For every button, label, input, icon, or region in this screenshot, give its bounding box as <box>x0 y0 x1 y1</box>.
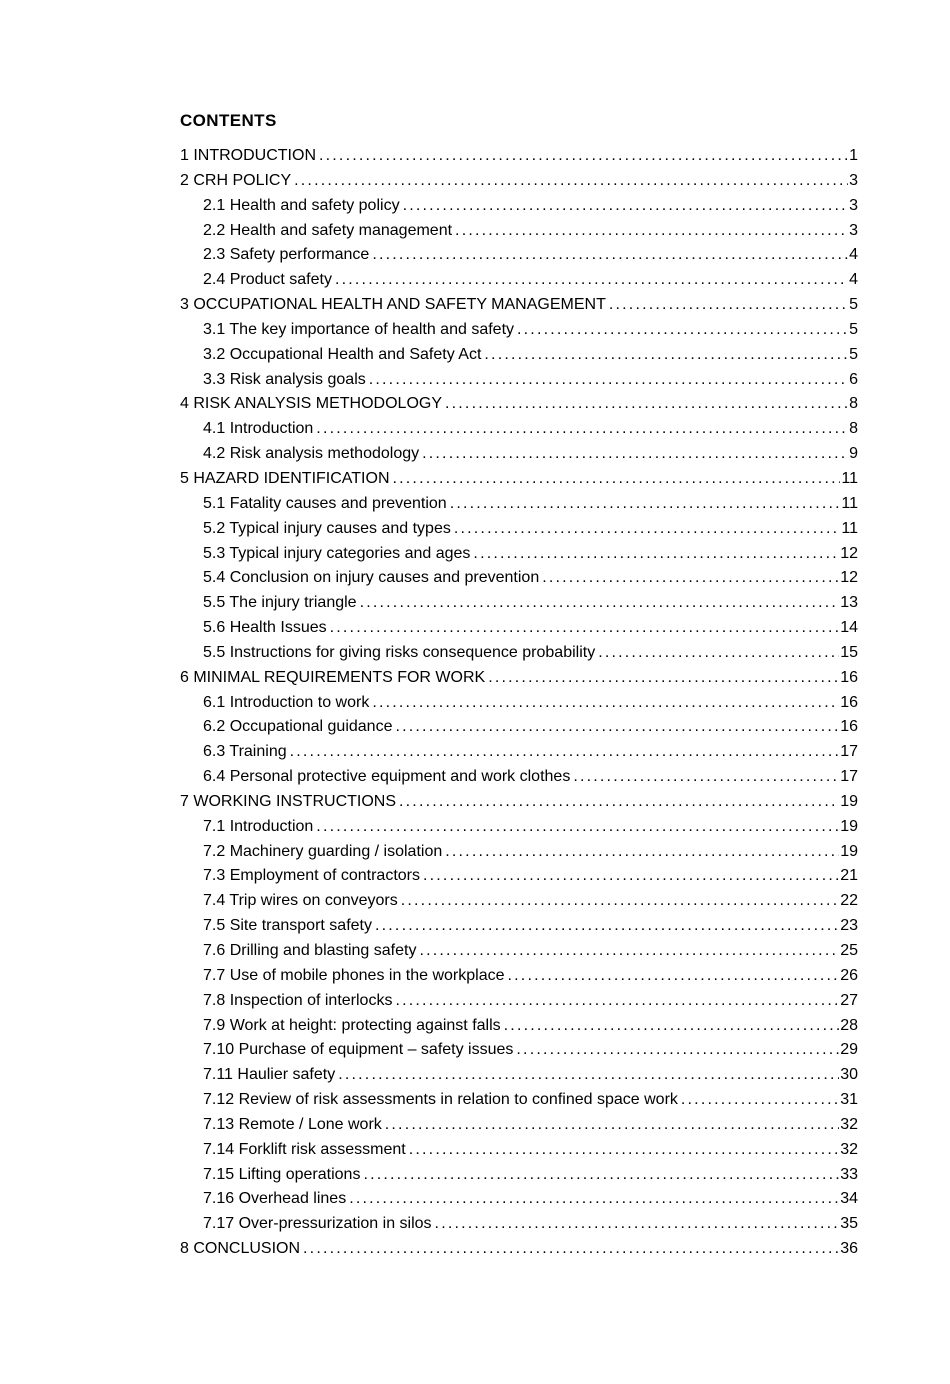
toc-entry-label: 6.1 Introduction to work <box>203 693 370 711</box>
toc-leader-dots <box>435 1212 840 1237</box>
toc-page-number: 30 <box>840 1066 858 1084</box>
toc-page-number: 15 <box>840 643 858 661</box>
toc-leader-dots <box>303 1237 839 1262</box>
toc-entry-label: 3.1 The key importance of health and safety <box>203 320 515 338</box>
toc-leader-dots <box>454 517 841 542</box>
toc-entry-label: 7.2 Machinery guarding / isolation <box>203 842 443 860</box>
toc-entry[interactable] <box>180 442 858 467</box>
toc-entry-label: 6.2 Occupational guidance <box>203 718 393 736</box>
toc-entry[interactable] <box>180 467 858 492</box>
toc-entry-label: 5.5 The injury triangle <box>203 594 357 612</box>
toc-entry-label: 2.3 Safety performance <box>203 246 370 264</box>
document-page <box>180 111 858 1262</box>
toc-leader-dots <box>395 989 839 1014</box>
toc-leader-dots <box>360 591 840 616</box>
toc-leader-dots <box>338 1063 839 1088</box>
toc-leader-dots <box>488 666 839 691</box>
toc-entry[interactable] <box>180 392 858 417</box>
toc-entry-label: 7.1 Introduction <box>203 817 314 835</box>
toc-leader-dots <box>455 219 848 244</box>
toc-entry-label: 5.4 Conclusion on injury causes and prevention <box>203 569 540 587</box>
toc-entry[interactable] <box>180 1088 858 1113</box>
toc-leader-dots <box>369 368 848 393</box>
toc-entry-label: 5.5 Instructions for giving risks consequence probability <box>203 643 596 661</box>
toc-leader-dots <box>316 417 848 442</box>
toc-entry-label: 5.1 Fatality causes and prevention <box>203 494 447 512</box>
toc-page-number: 8 <box>849 395 858 413</box>
toc-leader-dots <box>335 268 848 293</box>
toc-page-number: 8 <box>849 420 858 438</box>
toc-entry[interactable] <box>180 641 858 666</box>
toc-entry[interactable] <box>180 1063 858 1088</box>
toc-entry-label: 3.2 Occupational Health and Safety Act <box>203 345 482 363</box>
toc-page-number: 5 <box>849 296 858 314</box>
toc-entry-label: 5.2 Typical injury causes and types <box>203 519 451 537</box>
toc-page-number: 17 <box>840 743 858 761</box>
toc-entry[interactable] <box>180 616 858 641</box>
toc-leader-dots <box>395 715 839 740</box>
toc-entry[interactable] <box>180 1014 858 1039</box>
toc-entry[interactable] <box>180 964 858 989</box>
toc-entry-label: 6.4 Personal protective equipment and work clothes <box>203 768 571 786</box>
toc-entry-label: 7.4 Trip wires on conveyors <box>203 892 398 910</box>
toc-leader-dots <box>294 169 848 194</box>
toc-leader-dots <box>508 964 840 989</box>
toc-page-number: 12 <box>840 544 858 562</box>
toc-entry[interactable] <box>180 666 858 691</box>
toc-entry-label: 5 HAZARD IDENTIFICATION <box>180 469 390 487</box>
toc-page-number: 16 <box>840 718 858 736</box>
toc-page-number: 27 <box>840 991 858 1009</box>
toc-page-number: 16 <box>840 668 858 686</box>
toc-entry[interactable] <box>180 492 858 517</box>
toc-leader-dots <box>393 467 841 492</box>
toc-leader-dots <box>473 542 839 567</box>
toc-entry[interactable] <box>180 293 858 318</box>
toc-page-number: 11 <box>841 469 858 487</box>
toc-entry[interactable] <box>180 691 858 716</box>
toc-entry-label: 7.14 Forklift risk assessment <box>203 1140 406 1158</box>
toc-page-number: 19 <box>840 842 858 860</box>
toc-entry[interactable] <box>180 343 858 368</box>
toc-entry[interactable] <box>180 517 858 542</box>
toc-leader-dots <box>403 194 849 219</box>
toc-entry[interactable] <box>180 740 858 765</box>
toc-entry[interactable] <box>180 591 858 616</box>
toc-page-number: 3 <box>849 221 858 239</box>
toc-leader-dots <box>399 790 839 815</box>
toc-page-number: 14 <box>840 619 858 637</box>
toc-page-number: 5 <box>849 320 858 338</box>
toc-leader-dots <box>290 740 840 765</box>
toc-leader-dots <box>516 1038 839 1063</box>
toc-page-number: 3 <box>849 171 858 189</box>
toc-leader-dots <box>542 566 839 591</box>
toc-entry[interactable] <box>180 1212 858 1237</box>
toc-entry-label: 7.9 Work at height: protecting against falls <box>203 1016 501 1034</box>
toc-leader-dots <box>445 840 839 865</box>
toc-leader-dots <box>385 1113 839 1138</box>
toc-entry[interactable] <box>180 765 858 790</box>
toc-leader-dots <box>372 691 839 716</box>
toc-entry[interactable] <box>180 815 858 840</box>
toc-entry-label: 8 CONCLUSION <box>180 1240 301 1258</box>
toc-leader-dots <box>423 864 839 889</box>
toc-page-number: 32 <box>840 1140 858 1158</box>
toc-entry-label: 7.13 Remote / Lone work <box>203 1115 382 1133</box>
toc-page-number: 12 <box>840 569 858 587</box>
toc-entry[interactable] <box>180 1038 858 1063</box>
toc-entry[interactable] <box>180 939 858 964</box>
toc-page-number: 6 <box>849 370 858 388</box>
toc-page-number: 5 <box>849 345 858 363</box>
toc-entry[interactable] <box>180 169 858 194</box>
toc-leader-dots <box>372 243 848 268</box>
toc-page-number: 16 <box>840 693 858 711</box>
toc-leader-dots <box>484 343 848 368</box>
toc-page-number: 3 <box>849 196 858 214</box>
toc-entry-label: 2.2 Health and safety management <box>203 221 453 239</box>
toc-entry-label: 5.6 Health Issues <box>203 619 327 637</box>
toc-page-number: 11 <box>841 519 858 537</box>
toc-leader-dots <box>319 144 848 169</box>
toc-leader-dots <box>419 939 839 964</box>
toc-entry[interactable] <box>180 715 858 740</box>
toc-page-number: 26 <box>840 966 858 984</box>
toc-entry[interactable] <box>180 542 858 567</box>
toc-entry-label: 4 RISK ANALYSIS METHODOLOGY <box>180 395 442 413</box>
toc-entry-label: 6.3 Training <box>203 743 287 761</box>
toc-page-number: 19 <box>840 792 858 810</box>
toc-page-number: 13 <box>840 594 858 612</box>
toc-page-number: 23 <box>840 917 858 935</box>
toc-page-number: 33 <box>840 1165 858 1183</box>
toc-page-number: 32 <box>840 1115 858 1133</box>
toc-entry[interactable] <box>180 989 858 1014</box>
toc-entry[interactable] <box>180 194 858 219</box>
toc-entry[interactable] <box>180 1187 858 1212</box>
toc-leader-dots <box>450 492 841 517</box>
toc-entry[interactable] <box>180 144 858 169</box>
toc-page-number: 29 <box>840 1041 858 1059</box>
toc-entry[interactable] <box>180 1113 858 1138</box>
toc-entry-label: 7.7 Use of mobile phones in the workplace <box>203 966 505 984</box>
toc-page-number: 1 <box>849 147 858 164</box>
toc-entry-label: 7.17 Over-pressurization in silos <box>203 1215 432 1233</box>
toc-entry[interactable] <box>180 1163 858 1188</box>
toc-page-number: 22 <box>840 892 858 910</box>
toc-entry-label: 6 MINIMAL REQUIREMENTS FOR WORK <box>180 668 486 686</box>
toc-entry-label: 4.1 Introduction <box>203 420 314 438</box>
toc-entry-label: 3 OCCUPATIONAL HEALTH AND SAFETY MANAGEMENT <box>180 296 606 314</box>
toc-entry[interactable] <box>180 417 858 442</box>
toc-leader-dots <box>422 442 848 467</box>
toc-leader-dots <box>504 1014 840 1039</box>
toc-leader-dots <box>363 1163 839 1188</box>
toc-entry-label: 7.10 Purchase of equipment – safety issues <box>203 1041 514 1059</box>
toc-entry-label: 7.12 Review of risk assessments in relation to confined space work <box>203 1091 678 1109</box>
toc-page-number: 28 <box>840 1016 858 1034</box>
toc-page-number: 21 <box>840 867 858 885</box>
toc-entry[interactable] <box>180 1237 858 1262</box>
toc-entry-label: 7.6 Drilling and blasting safety <box>203 942 417 959</box>
toc-entry-label: 1 INTRODUCTION <box>180 147 316 164</box>
toc-entry-label: 2 CRH POLICY <box>180 171 292 189</box>
toc-leader-dots <box>375 914 839 939</box>
toc-entry-label: 7.15 Lifting operations <box>203 1165 361 1183</box>
toc-entry[interactable] <box>180 368 858 393</box>
toc-entry[interactable] <box>180 790 858 815</box>
toc-leader-dots <box>573 765 839 790</box>
toc-leader-dots <box>330 616 840 641</box>
toc-entry-label: 7 WORKING INSTRUCTIONS <box>180 792 397 810</box>
toc-page-number: 17 <box>840 768 858 786</box>
toc-entry[interactable] <box>180 219 858 244</box>
toc-entry-label: 7.3 Employment of contractors <box>203 867 420 885</box>
toc-page-number: 25 <box>840 942 858 959</box>
toc-entry-label: 3.3 Risk analysis goals <box>203 370 366 388</box>
toc-page-number: 19 <box>840 817 858 835</box>
toc-entry-label: 7.11 Haulier safety <box>203 1066 336 1084</box>
toc-leader-dots <box>401 889 839 914</box>
toc-page-number: 35 <box>840 1215 858 1233</box>
toc-page-number: 36 <box>840 1240 858 1258</box>
toc-entry[interactable] <box>180 268 858 293</box>
toc-leader-dots <box>316 815 839 840</box>
toc-leader-dots <box>409 1138 839 1163</box>
toc-leader-dots <box>598 641 839 666</box>
toc-entry-label: 5.3 Typical injury categories and ages <box>203 544 471 562</box>
toc-entry[interactable] <box>180 889 858 914</box>
toc-entry[interactable] <box>180 566 858 591</box>
toc-entry[interactable] <box>180 840 858 865</box>
toc-page-number: 4 <box>849 271 858 289</box>
toc-entry-label: 4.2 Risk analysis methodology <box>203 445 420 463</box>
toc-page-number: 9 <box>849 445 858 463</box>
toc-page-number: 31 <box>840 1091 858 1109</box>
toc-page-number: 11 <box>841 494 858 512</box>
toc-leader-dots <box>349 1187 839 1212</box>
toc-leader-dots <box>445 392 848 417</box>
toc-leader-dots <box>681 1088 839 1113</box>
toc-page-number: 34 <box>840 1190 858 1208</box>
toc-leader-dots <box>609 293 848 318</box>
toc-entry-label: 7.16 Overhead lines <box>203 1190 347 1208</box>
toc-entry[interactable] <box>180 318 858 343</box>
toc-entry-label: 2.4 Product safety <box>203 271 332 289</box>
toc-entry[interactable] <box>180 243 858 268</box>
toc-entry-label: 2.1 Health and safety policy <box>203 196 400 214</box>
toc-entry-label: 7.5 Site transport safety <box>203 917 372 935</box>
toc-leader-dots <box>517 318 848 343</box>
toc-entry[interactable] <box>180 864 858 889</box>
table-of-contents <box>180 144 858 1262</box>
page-title: CONTENTS <box>180 111 277 130</box>
toc-entry[interactable] <box>180 1138 858 1163</box>
toc-entry-label: 7.8 Inspection of interlocks <box>203 991 393 1009</box>
toc-page-number: 4 <box>849 246 858 264</box>
toc-entry[interactable] <box>180 914 858 939</box>
